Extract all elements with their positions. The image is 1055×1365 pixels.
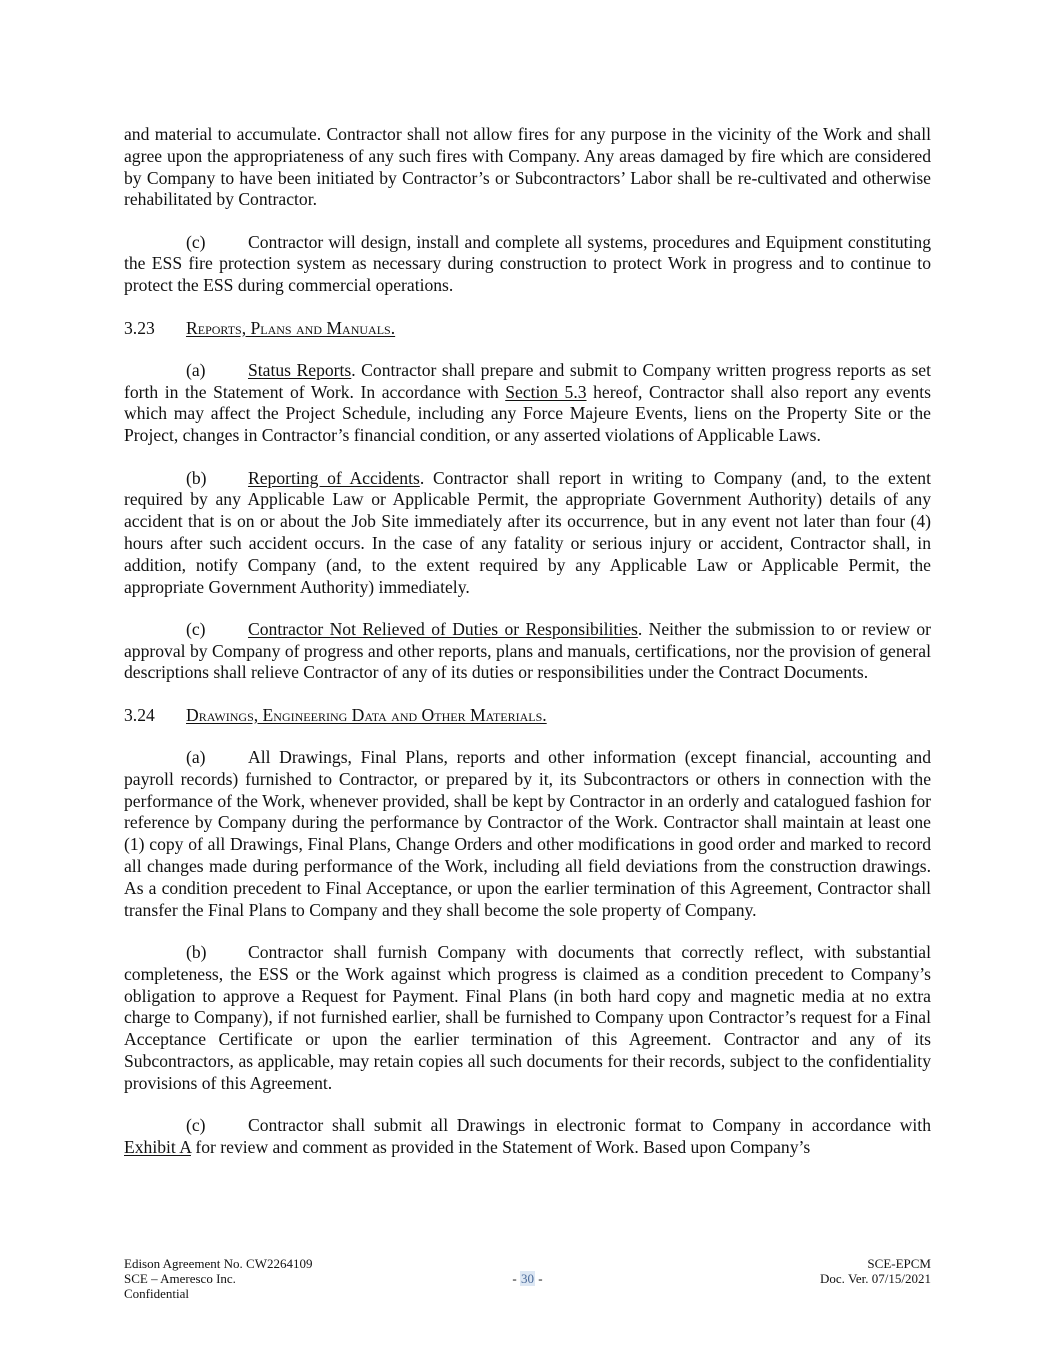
section-number: 3.24 [124, 704, 155, 725]
section-5-3-link[interactable]: Section 5.3 [505, 381, 587, 402]
footer-page-number [124, 1271, 931, 1286]
paragraph-text: Contractor shall furnish Company with documents that correctly reflect, with substantial completeness, the ESS or the Work against which progress is claimed as a condition precedent to Company’s obligation to approve a Request for Payment. Final Plans (in both hard copy and magnetic media at no extra charge to Company), if not furnished earlier, shall be furnished to Company upon Contractor’s request for a Final Acceptance Certificate or upon the earlier termination of this Agreement. Contractor and any of its Subcontractors, as applicable, may retain copies all such documents for their records, subject to the confidentiality provisions of this Agreement. [124, 941, 931, 1093]
paragraph-label: (b) [186, 941, 207, 962]
footer-right [820, 1256, 931, 1286]
document-version: Doc. Ver. 07/15/2021 [820, 1271, 931, 1286]
paragraph-text: . Contractor shall prepare and submit to Company written progress reports as set forth in the Statement of Work. In accordance with [124, 359, 931, 402]
section-heading-3-23 [124, 318, 931, 340]
paragraph-label: (a) [186, 359, 206, 380]
paragraph-text: Contractor shall submit all Drawings in electronic format to Company in accordance with [248, 1114, 931, 1135]
paragraph-text: All Drawings, Final Plans, reports and other information (except financial, accounting and payroll records) furnished to Contractor, or prepared by it, its Subcontractors or others in connection with the performance of the Work, whenever provided, shall be kept by Contractor in an orderly and catalogued fashion for reference by Company during the performance by Contractor of the Work. Contractor shall maintain at least one (1) copy of all Drawings, Final Plans, Change Orders and other modifications in good order and marked to record all changes made during performance of the Work, including all field deviations from the construction drawings. As a condition precedent to Final Acceptance, or upon the earlier termination of this Agreement, Contractor shall transfer the Final Plans to Company and they shall become the sole property of Company. [124, 747, 931, 920]
paragraph-label: (b) [186, 467, 207, 488]
section-title: Reports, Plans and Manuals. [186, 317, 396, 338]
confidential-label: Confidential [124, 1286, 189, 1301]
section-title: Drawings, Engineering Data and Other Materials. [186, 704, 547, 725]
agreement-number: Edison Agreement No. CW2264109 [124, 1256, 313, 1271]
paragraph-text: Contractor will design, install and complete all systems, procedures and Equipment constituting the ESS fire protection system as necessary during construction to protect Work in progress and to continue to protect the ESS during commercial operations. [124, 231, 931, 296]
paragraph-3-23-b [124, 468, 931, 599]
paragraph-text: hereof, Contractor shall also report any events which may affect the Project Schedule, including any Force Majeure Events, liens on the Property Site or the Project, changes in Contractor’s financial condition, or any asserted violations of Applicable Laws. [124, 381, 931, 446]
page-suffix: - [535, 1271, 543, 1286]
paragraph-text: . Neither the submission to or review or approval by Company of progress and other reports, plans and manuals, certifications, nor the provision of general descriptions shall relieve Contractor of any of its duties or responsibilities under the Contract Documents. [124, 618, 931, 683]
document-code: SCE-EPCM [867, 1256, 931, 1271]
paragraph-heading: Reporting of Accidents [248, 467, 420, 488]
paragraph-heading: Contractor Not Relieved of Duties or Responsibilities [248, 618, 638, 639]
paragraph-3-22-c [124, 232, 931, 297]
paragraph-heading: Status Reports [248, 359, 352, 380]
paragraph-label: (c) [186, 231, 206, 252]
paragraph-3-24-c [124, 1115, 931, 1159]
paragraph-text: for review and comment as provided in the Statement of Work. Based upon Company’s [190, 1136, 811, 1157]
section-heading-3-24 [124, 705, 931, 727]
exhibit-a-link[interactable]: Exhibit A [124, 1136, 191, 1157]
paragraph-3-23-a [124, 360, 931, 447]
paragraph-text: . Contractor shall report in writing to Company (and, to the extent required by any Applicable Law or Applicable Permit, the appropriate Government Authority) details of any accident that is on or about the Job Site immediately after its occurrence, but in any event not later than four (4) hours after such accident occurs. In the case of any fatality or serious injury or accident, Contractor shall, in addition, notify Company (and, to the extent required by any Applicable Law or Applicable Permit, the appropriate Government Authority) immediately. [124, 467, 931, 597]
document-page [124, 124, 931, 1179]
paragraph-3-23-c [124, 619, 931, 684]
page-number: 30 [521, 1271, 534, 1286]
paragraph-label: (a) [186, 747, 206, 768]
page-prefix: - [512, 1271, 520, 1286]
parties: SCE – Ameresco Inc. [124, 1271, 236, 1286]
paragraph-label: (c) [186, 1114, 206, 1135]
paragraph-3-24-b [124, 942, 931, 1095]
paragraph-label: (c) [186, 618, 206, 639]
section-number: 3.23 [124, 317, 155, 338]
paragraph-3-24-a [124, 747, 931, 921]
continuation-paragraph: and material to accumulate. Contractor shall not allow fires for any purpose in the vicinity of the Work and shall agree upon the appropriateness of any such fires with Company. Any areas damaged by fire which are considered by Company to have been initiated by Contractor’s or Subcontractors’ Labor shall be re-cultivated and otherwise rehabilitated by Contractor. [124, 124, 931, 210]
